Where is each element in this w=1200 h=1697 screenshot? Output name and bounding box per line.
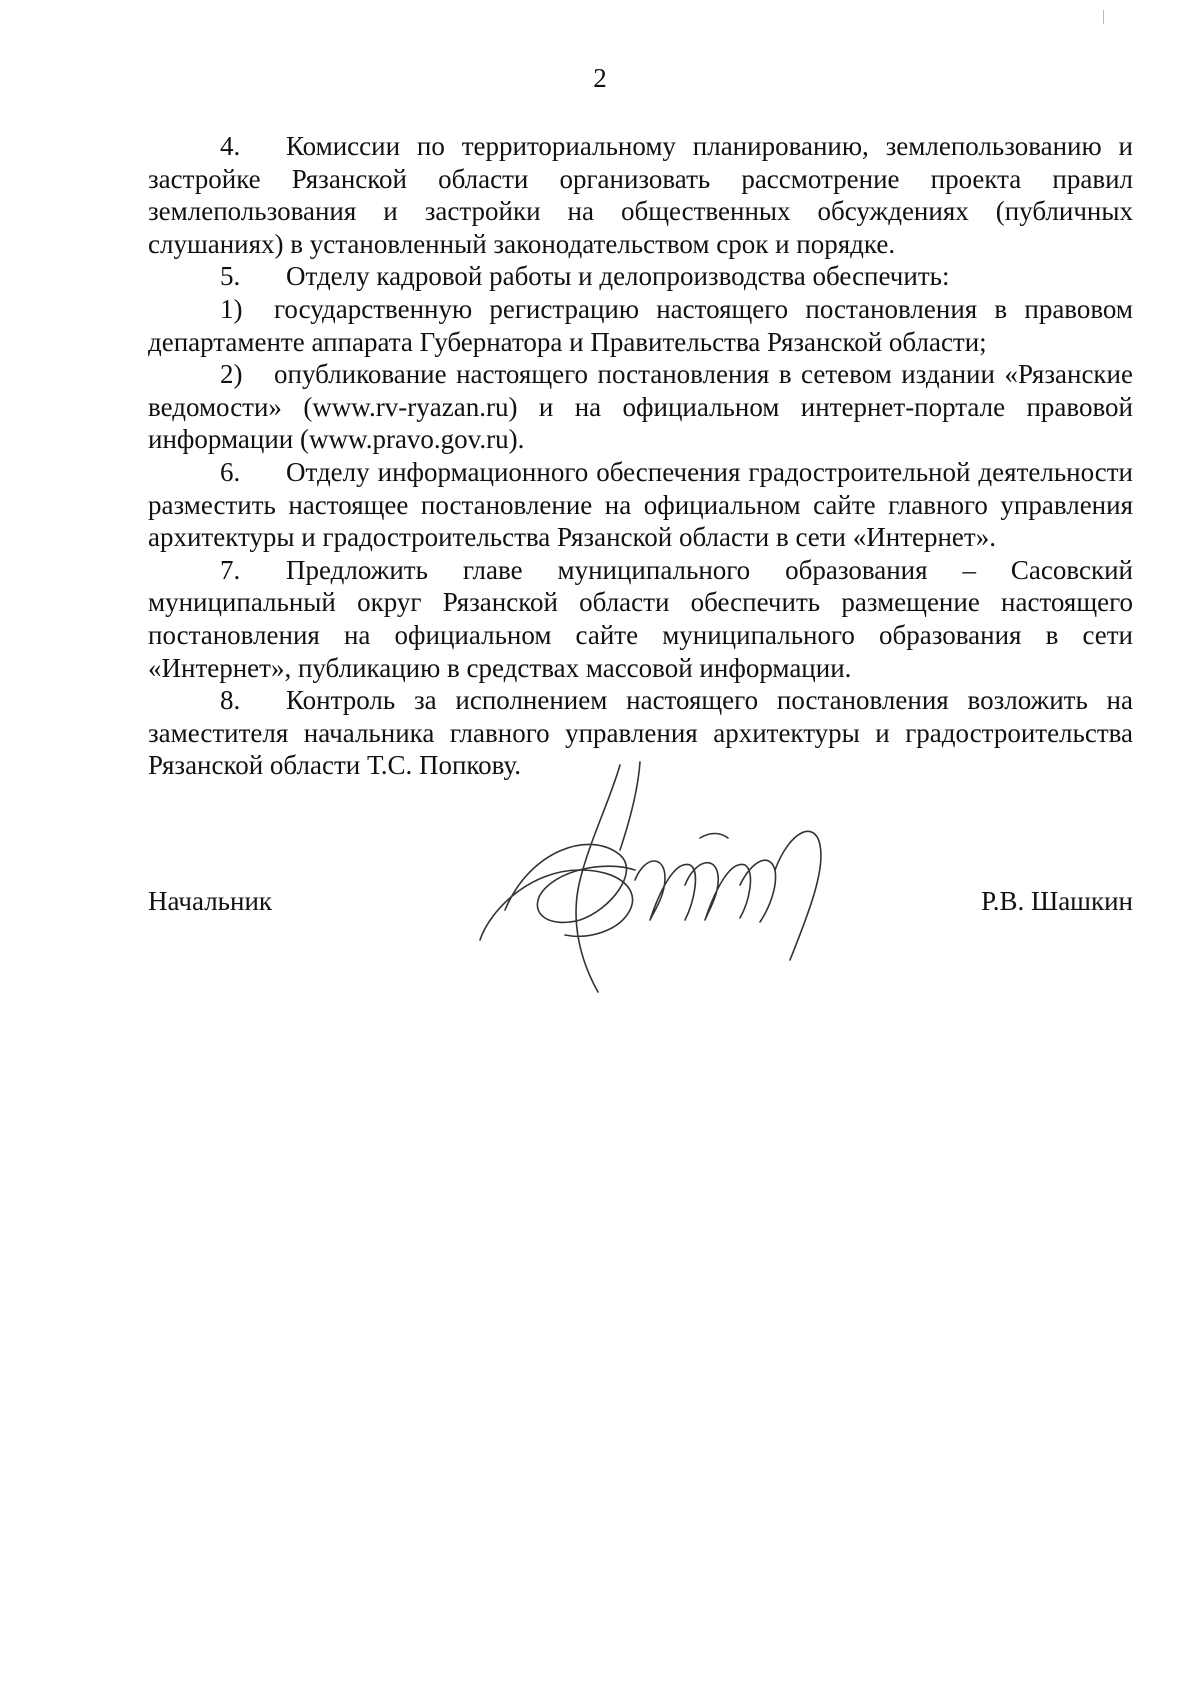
paragraph-text: Отделу информационного обеспечения градостроительной деятельности разместить настоящее постановление на официальном сайте главного управления архитектуры и градостроительства Рязанской области в сети «Интернет». (148, 456, 1133, 553)
paragraph-text: Предложить главе муниципального образования – Сасовский муниципальный округ Рязанской области обеспечить размещение настоящего постановления на официальном сайте муниципального образования в сети «Интернет», публикацию в средствах массовой информации. (148, 554, 1133, 683)
paragraph-number: 2) (220, 359, 243, 390)
signatory-position: Начальник (148, 886, 273, 916)
page-number: 2 (593, 63, 607, 93)
paragraph-text: Отделу кадровой работы и делопроизводства обеспечить: (286, 261, 950, 292)
scan-corner-mark (1103, 10, 1104, 24)
paragraph-text: государственную регистрацию настоящего постановления в правовом департаменте аппарата Губернатора и Правительства Рязанской области; (148, 293, 1133, 357)
paragraph-4 (148, 130, 1133, 260)
paragraph-number: 8. (220, 685, 241, 716)
paragraph-text: Контроль за исполнением настоящего постановления возложить на заместителя начальника главного управления архитектуры и градостроительства Рязанской области Т.С. Попкову. (148, 685, 1133, 781)
paragraph-7 (148, 554, 1133, 684)
paragraph-6 (148, 456, 1133, 554)
paragraph-text: опубликование настоящего постановления в сетевом издании «Рязанские ведомости» (www.rv-ryazan.ru) и на официальном интернет-портале правовой информации (www.pravo.gov.ru). (148, 359, 1133, 455)
paragraph-number: 5. (220, 261, 241, 292)
paragraph-number: 7. (220, 554, 241, 585)
document-body (148, 130, 1133, 782)
handwritten-signature (470, 760, 870, 1000)
paragraph-number: 6. (220, 456, 241, 487)
paragraph-number: 1) (220, 293, 243, 324)
paragraph-5 (148, 260, 1133, 293)
paragraph-number: 4. (220, 131, 241, 161)
paragraph-text: Комиссии по территориальному планированию, землепользованию и застройке Рязанской области организовать рассмотрение проекта правил землепользования и застройки на общественных обсуждениях (публичных слушаниях) в установленный законодательством срок и порядке. (148, 131, 1133, 259)
signatory-name: Р.В. Шашкин (981, 886, 1133, 916)
subparagraph-2 (148, 358, 1133, 456)
subparagraph-1 (148, 293, 1133, 358)
